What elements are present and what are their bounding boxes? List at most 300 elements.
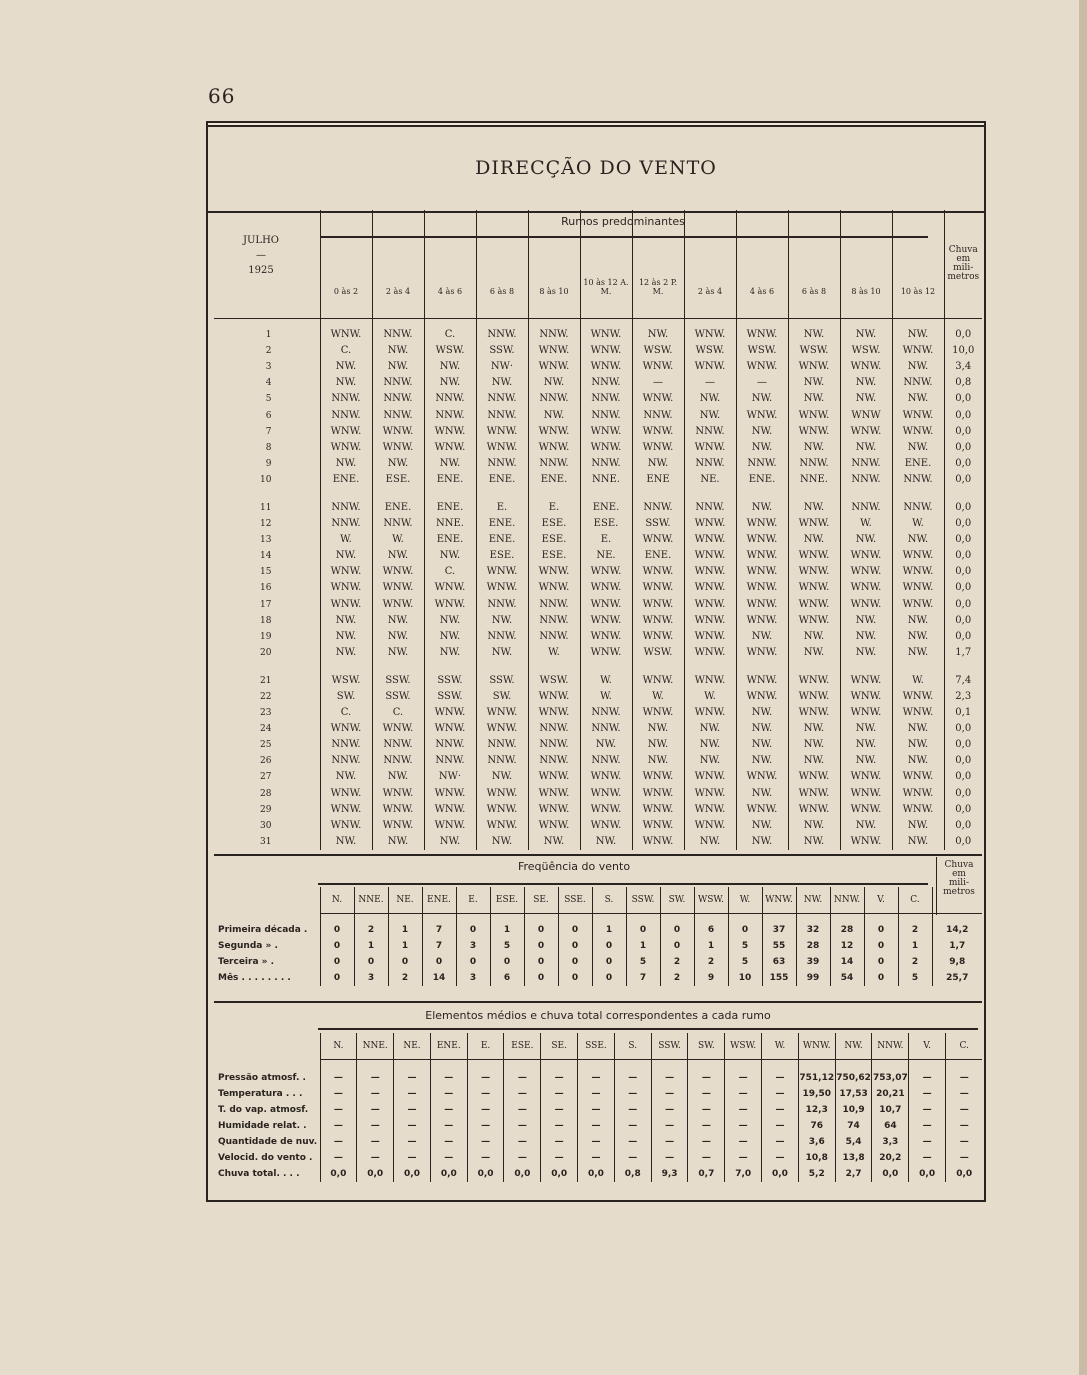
- frequency-cell: 1: [388, 914, 422, 939]
- element-cell: —: [541, 1118, 578, 1134]
- month-header: [216, 233, 306, 278]
- element-cell: —: [946, 1086, 983, 1102]
- direction-cell: WNW.: [788, 705, 840, 721]
- direction-cell: NNW.: [528, 613, 580, 629]
- element-cell: —: [688, 1086, 725, 1102]
- table-row: [214, 705, 982, 721]
- table-row: [214, 970, 982, 986]
- direction-cell: NNW.: [528, 721, 580, 737]
- rumos-label: Rumos predominantes: [561, 215, 685, 228]
- direction-cell: WNW.: [684, 548, 736, 564]
- day-number: 17: [260, 599, 272, 610]
- element-cell: —: [320, 1102, 357, 1118]
- direction-cell: WNW.: [840, 834, 892, 850]
- direction-cell: NW.: [684, 737, 736, 753]
- direction-cell: WNW.: [528, 802, 580, 818]
- rain-cell: 0,0: [944, 500, 982, 516]
- element-cell: 0,0: [541, 1166, 578, 1182]
- direction-cell: ENE.: [892, 456, 944, 472]
- direction-cell: WNW.: [788, 786, 840, 802]
- frequency-cell: 10: [728, 970, 762, 986]
- frequency-cell: 0: [320, 938, 354, 954]
- direction-column-header: NNW.: [830, 887, 864, 914]
- direction-cell: NNW.: [320, 391, 372, 407]
- rumos-rule: [320, 236, 928, 238]
- direction-column-header: NE.: [388, 887, 422, 914]
- direction-cell: C.: [424, 327, 476, 343]
- frequency-table: [214, 887, 982, 986]
- direction-cell: WSW.: [528, 673, 580, 689]
- element-cell: —: [504, 1102, 541, 1118]
- table-row: [214, 645, 982, 661]
- direction-cell: NW.: [424, 375, 476, 391]
- direction-cell: WSW.: [632, 343, 684, 359]
- table-row: [214, 954, 982, 970]
- element-cell: 0,0: [872, 1166, 909, 1182]
- rain-cell: 0,0: [944, 613, 982, 629]
- direction-cell: NNW.: [320, 737, 372, 753]
- element-cell: —: [320, 1134, 357, 1150]
- direction-cell: WNW.: [632, 673, 684, 689]
- direction-cell: ENE.: [476, 516, 528, 532]
- direction-cell: SSW.: [372, 689, 424, 705]
- element-cell: —: [467, 1118, 504, 1134]
- year-rule: —: [256, 250, 266, 261]
- direction-cell: NW.: [476, 375, 528, 391]
- element-cell: 2,7: [835, 1166, 872, 1182]
- element-cell: —: [394, 1134, 431, 1150]
- day-number: 27: [260, 772, 272, 783]
- table-row: [214, 597, 982, 613]
- day-number: 19: [260, 631, 272, 642]
- frequency-cell: 0: [592, 938, 626, 954]
- direction-cell: WNW.: [580, 424, 632, 440]
- direction-cell: NNW.: [372, 391, 424, 407]
- direction-cell: WNW.: [632, 580, 684, 596]
- rain-cell: 0,0: [944, 516, 982, 532]
- rain-cell: 9,8: [932, 954, 982, 970]
- direction-cell: WNW.: [476, 564, 528, 580]
- slot-header: 2 às 4: [684, 210, 736, 319]
- rain-cell: 0,0: [944, 753, 982, 769]
- direction-cell: WNW.: [320, 786, 372, 802]
- elements-label: Elementos médios e chuva total correspondentes a cada rumo: [425, 1009, 771, 1022]
- direction-cell: NNW.: [320, 407, 372, 423]
- direction-column-header: SSE.: [558, 887, 592, 914]
- spacer-row: [214, 319, 982, 328]
- table-row: [214, 548, 982, 564]
- spacer-cell: [944, 319, 982, 328]
- direction-cell: W.: [632, 689, 684, 705]
- element-cell: —: [467, 1060, 504, 1087]
- frequency-cell: 5: [626, 954, 660, 970]
- direction-cell: NW.: [632, 753, 684, 769]
- direction-column-header: NNW.: [872, 1033, 909, 1060]
- spacer-cell: [320, 661, 372, 673]
- spacer-cell: [528, 488, 580, 500]
- element-cell: —: [467, 1134, 504, 1150]
- page-number: 66: [208, 84, 236, 108]
- direction-cell: NNW.: [476, 597, 528, 613]
- rain-header-line: Chuva: [944, 860, 974, 870]
- direction-cell: WNW.: [684, 645, 736, 661]
- element-cell: —: [762, 1102, 799, 1118]
- direction-cell: NNW.: [580, 705, 632, 721]
- frequency-cell: 37: [762, 914, 796, 939]
- direction-cell: NW.: [580, 737, 632, 753]
- element-cell: 0,0: [909, 1166, 946, 1182]
- direction-cell: WNW.: [580, 645, 632, 661]
- direction-column-header: SSW.: [626, 887, 660, 914]
- frequency-cell: 7: [422, 938, 456, 954]
- row-label: Humidade relat. .: [218, 1121, 307, 1131]
- direction-cell: —: [684, 375, 736, 391]
- day-number: 7: [265, 426, 272, 437]
- direction-column-header: N.: [320, 887, 354, 914]
- direction-cell: WNW.: [580, 359, 632, 375]
- direction-cell: WNW.: [840, 802, 892, 818]
- direction-cell: WNW.: [632, 629, 684, 645]
- direction-cell: WNW.: [632, 424, 684, 440]
- direction-cell: ENE: [632, 472, 684, 488]
- direction-cell: NNW.: [892, 375, 944, 391]
- table-row: [214, 689, 982, 705]
- elements-body: [214, 1060, 982, 1183]
- direction-column-header: SW.: [660, 887, 694, 914]
- direction-column-header: C.: [898, 887, 932, 914]
- direction-cell: WNW.: [788, 597, 840, 613]
- direction-cell: NW.: [840, 753, 892, 769]
- spacer-cell: [684, 319, 736, 328]
- rain-cell: 10,0: [944, 343, 982, 359]
- element-cell: —: [909, 1118, 946, 1134]
- element-cell: —: [430, 1060, 467, 1087]
- direction-cell: NNW.: [476, 753, 528, 769]
- element-cell: —: [394, 1086, 431, 1102]
- direction-cell: WNW.: [788, 564, 840, 580]
- direction-cell: WNW.: [840, 359, 892, 375]
- element-cell: —: [946, 1060, 983, 1087]
- direction-cell: WNW.: [788, 769, 840, 785]
- direction-cell: W.: [580, 689, 632, 705]
- direction-cell: WNW.: [424, 705, 476, 721]
- direction-column-header: E.: [456, 887, 490, 914]
- row-label: Terceira » .: [218, 957, 275, 967]
- frequency-cell: 1: [592, 914, 626, 939]
- row-label: Quantidade de nuv.: [218, 1137, 318, 1147]
- element-cell: —: [578, 1118, 615, 1134]
- element-cell: —: [688, 1150, 725, 1166]
- frequency-cell: 3: [354, 970, 388, 986]
- frequency-cell: 2: [694, 954, 728, 970]
- direction-cell: NNW.: [424, 737, 476, 753]
- direction-cell: WNW.: [372, 818, 424, 834]
- table-row: [214, 1118, 982, 1134]
- rain-cell: 7,4: [944, 673, 982, 689]
- direction-cell: WNW.: [892, 769, 944, 785]
- direction-cell: NW.: [320, 548, 372, 564]
- direction-cell: WSW.: [424, 343, 476, 359]
- direction-cell: WNW.: [632, 440, 684, 456]
- direction-cell: WNW.: [632, 769, 684, 785]
- direction-cell: NW.: [788, 818, 840, 834]
- direction-cell: NNW.: [528, 753, 580, 769]
- frequency-cell: 6: [490, 970, 524, 986]
- direction-cell: NW.: [892, 753, 944, 769]
- direction-cell: NW.: [320, 629, 372, 645]
- direction-cell: NW.: [320, 769, 372, 785]
- direction-cell: NW.: [840, 613, 892, 629]
- element-cell: —: [541, 1060, 578, 1087]
- table-row: [214, 564, 982, 580]
- element-cell: —: [909, 1060, 946, 1087]
- row-label: Temperatura . . .: [218, 1089, 303, 1099]
- direction-cell: W.: [892, 673, 944, 689]
- direction-cell: SW.: [476, 689, 528, 705]
- direction-cell: NW.: [892, 629, 944, 645]
- direction-cell: WNW.: [528, 818, 580, 834]
- direction-cell: NW.: [788, 440, 840, 456]
- direction-cell: NW.: [840, 327, 892, 343]
- frequency-cell: 0: [422, 954, 456, 970]
- direction-cell: WNW.: [424, 440, 476, 456]
- frequency-cell: 0: [354, 954, 388, 970]
- direction-cell: WNW.: [476, 818, 528, 834]
- element-cell: —: [357, 1102, 394, 1118]
- direction-cell: WNW.: [892, 689, 944, 705]
- frequency-cell: 28: [830, 914, 864, 939]
- table-row: [214, 1102, 982, 1118]
- direction-cell: NNW.: [580, 391, 632, 407]
- rain-cell: 0,0: [944, 440, 982, 456]
- direction-column-header: ENE.: [430, 1033, 467, 1060]
- element-cell: —: [578, 1086, 615, 1102]
- direction-cell: WNW.: [684, 613, 736, 629]
- direction-cell: NW.: [788, 753, 840, 769]
- direction-cell: WNW: [840, 407, 892, 423]
- spacer-cell: [424, 661, 476, 673]
- day-number: 18: [260, 615, 272, 626]
- table-row: [214, 673, 982, 689]
- rain-cell: 0,0: [944, 818, 982, 834]
- direction-cell: WNW.: [632, 359, 684, 375]
- element-cell: 9,3: [651, 1166, 688, 1182]
- direction-cell: NW.: [320, 613, 372, 629]
- element-cell: —: [614, 1150, 651, 1166]
- element-cell: —: [578, 1060, 615, 1087]
- element-cell: —: [651, 1150, 688, 1166]
- element-cell: —: [651, 1086, 688, 1102]
- direction-cell: SSW.: [632, 516, 684, 532]
- direction-cell: SSW.: [424, 673, 476, 689]
- table-row: [214, 343, 982, 359]
- table-row: [214, 359, 982, 375]
- frequency-cell: 9: [694, 970, 728, 986]
- direction-cell: WNW.: [736, 597, 788, 613]
- direction-cell: WNW.: [580, 629, 632, 645]
- frequency-cell: 1: [694, 938, 728, 954]
- direction-cell: WNW.: [840, 597, 892, 613]
- rain-header-line: mili-: [948, 878, 970, 888]
- spacer-cell: [892, 661, 944, 673]
- direction-cell: NW.: [424, 629, 476, 645]
- section-divider: [214, 854, 982, 856]
- direction-column-header: NNE.: [354, 887, 388, 914]
- day-number: 12: [260, 519, 272, 530]
- day-number: 20: [260, 647, 272, 658]
- frequency-cell: 5: [898, 970, 932, 986]
- direction-cell: WNW.: [684, 673, 736, 689]
- element-cell: 76: [798, 1118, 835, 1134]
- direction-cell: C.: [320, 705, 372, 721]
- direction-cell: WSW.: [788, 343, 840, 359]
- direction-cell: W.: [840, 516, 892, 532]
- frequency-cell: 39: [796, 954, 830, 970]
- direction-cell: NW.: [788, 834, 840, 850]
- element-cell: —: [320, 1060, 357, 1087]
- element-cell: 5,4: [835, 1134, 872, 1150]
- direction-cell: ENE.: [580, 500, 632, 516]
- element-cell: —: [430, 1086, 467, 1102]
- element-cell: 64: [872, 1118, 909, 1134]
- element-cell: —: [504, 1134, 541, 1150]
- direction-cell: NW.: [788, 629, 840, 645]
- frequency-cell: 5: [728, 954, 762, 970]
- element-cell: —: [541, 1134, 578, 1150]
- table-row: [214, 786, 982, 802]
- spacer-cell: [580, 661, 632, 673]
- direction-cell: WNW.: [372, 424, 424, 440]
- frequency-cell: 2: [660, 954, 694, 970]
- direction-cell: NW.: [840, 818, 892, 834]
- element-cell: 0,0: [320, 1166, 357, 1182]
- direction-cell: NW.: [372, 834, 424, 850]
- element-cell: —: [762, 1134, 799, 1150]
- direction-cell: WNW.: [528, 786, 580, 802]
- direction-cell: SSW.: [476, 343, 528, 359]
- element-cell: —: [651, 1118, 688, 1134]
- direction-cell: WNW.: [528, 580, 580, 596]
- element-cell: —: [762, 1060, 799, 1087]
- rain-cell: 0,0: [944, 391, 982, 407]
- frequency-cell: 0: [558, 954, 592, 970]
- direction-cell: WNW.: [580, 818, 632, 834]
- direction-cell: ENE.: [424, 500, 476, 516]
- direction-cell: WNW.: [736, 613, 788, 629]
- day-number: 14: [260, 551, 272, 562]
- table-row: [214, 802, 982, 818]
- direction-cell: WNW.: [892, 802, 944, 818]
- rain-cell: 2,3: [944, 689, 982, 705]
- rain-cell: 0,0: [944, 721, 982, 737]
- frequency-cell: 2: [898, 914, 932, 939]
- direction-cell: E.: [528, 500, 580, 516]
- direction-cell: NW.: [320, 375, 372, 391]
- direction-cell: NW.: [528, 834, 580, 850]
- direction-cell: NW.: [736, 440, 788, 456]
- direction-cell: WNW.: [424, 818, 476, 834]
- slot-header: 10 às 12: [892, 210, 944, 319]
- direction-column-header: W.: [762, 1033, 799, 1060]
- direction-cell: NW.: [684, 407, 736, 423]
- direction-cell: NNE.: [580, 472, 632, 488]
- direction-cell: NNW.: [476, 327, 528, 343]
- direction-cell: NNW.: [372, 407, 424, 423]
- direction-cell: NW.: [892, 818, 944, 834]
- frequency-cell: 155: [762, 970, 796, 986]
- direction-column-header: NW.: [796, 887, 830, 914]
- direction-cell: NW.: [840, 440, 892, 456]
- spacer-row: [214, 488, 982, 500]
- direction-cell: NW.: [632, 456, 684, 472]
- spacer-cell: [788, 319, 840, 328]
- rain-cell: 0,1: [944, 705, 982, 721]
- spacer-cell: [320, 488, 372, 500]
- direction-cell: WNW.: [632, 564, 684, 580]
- direction-cell: NW.: [736, 629, 788, 645]
- direction-cell: WNW.: [684, 359, 736, 375]
- direction-cell: NNW.: [476, 391, 528, 407]
- direction-cell: WNW.: [684, 580, 736, 596]
- row-label: Mês . . . . . . . .: [218, 973, 291, 983]
- direction-cell: WNW.: [580, 440, 632, 456]
- direction-cell: NW.: [840, 629, 892, 645]
- frequency-cell: 2: [898, 954, 932, 970]
- table-row: [214, 375, 982, 391]
- element-cell: —: [504, 1118, 541, 1134]
- element-cell: —: [614, 1086, 651, 1102]
- day-number: 30: [260, 820, 272, 831]
- frequency-cell: 0: [558, 970, 592, 986]
- spacer-cell: [788, 661, 840, 673]
- direction-cell: WNW.: [684, 786, 736, 802]
- direction-cell: WNW.: [528, 689, 580, 705]
- frequency-cell: 32: [796, 914, 830, 939]
- day-number: 23: [260, 708, 272, 719]
- direction-cell: NW.: [372, 456, 424, 472]
- direction-column-header: ESE.: [504, 1033, 541, 1060]
- slot-header: 2 às 4: [372, 210, 424, 319]
- direction-cell: ENE.: [476, 532, 528, 548]
- direction-cell: WNW.: [320, 818, 372, 834]
- direction-cell: WSW.: [684, 343, 736, 359]
- direction-cell: NW.: [424, 359, 476, 375]
- direction-cell: WNW.: [684, 629, 736, 645]
- direction-cell: WNW.: [736, 769, 788, 785]
- frequency-cell: 28: [796, 938, 830, 954]
- day-number: 26: [260, 756, 272, 767]
- direction-cell: NW.: [580, 834, 632, 850]
- direction-cell: WNW.: [632, 786, 684, 802]
- element-cell: 20,21: [872, 1086, 909, 1102]
- rain-cell: 0,0: [944, 802, 982, 818]
- direction-cell: NW.: [684, 721, 736, 737]
- direction-cell: WNW.: [632, 532, 684, 548]
- direction-cell: NNW.: [372, 375, 424, 391]
- direction-cell: WNW.: [528, 424, 580, 440]
- direction-cell: WNW.: [840, 548, 892, 564]
- table-row: [214, 424, 982, 440]
- direction-cell: NW.: [840, 391, 892, 407]
- table-row: [214, 1086, 982, 1102]
- day-number: 1: [265, 330, 272, 341]
- slot-header: 0 às 2: [320, 210, 372, 319]
- direction-cell: W.: [528, 645, 580, 661]
- direction-cell: SW.: [320, 689, 372, 705]
- row-label: Primeira década .: [218, 924, 308, 935]
- element-cell: —: [430, 1102, 467, 1118]
- spacer-cell: [736, 661, 788, 673]
